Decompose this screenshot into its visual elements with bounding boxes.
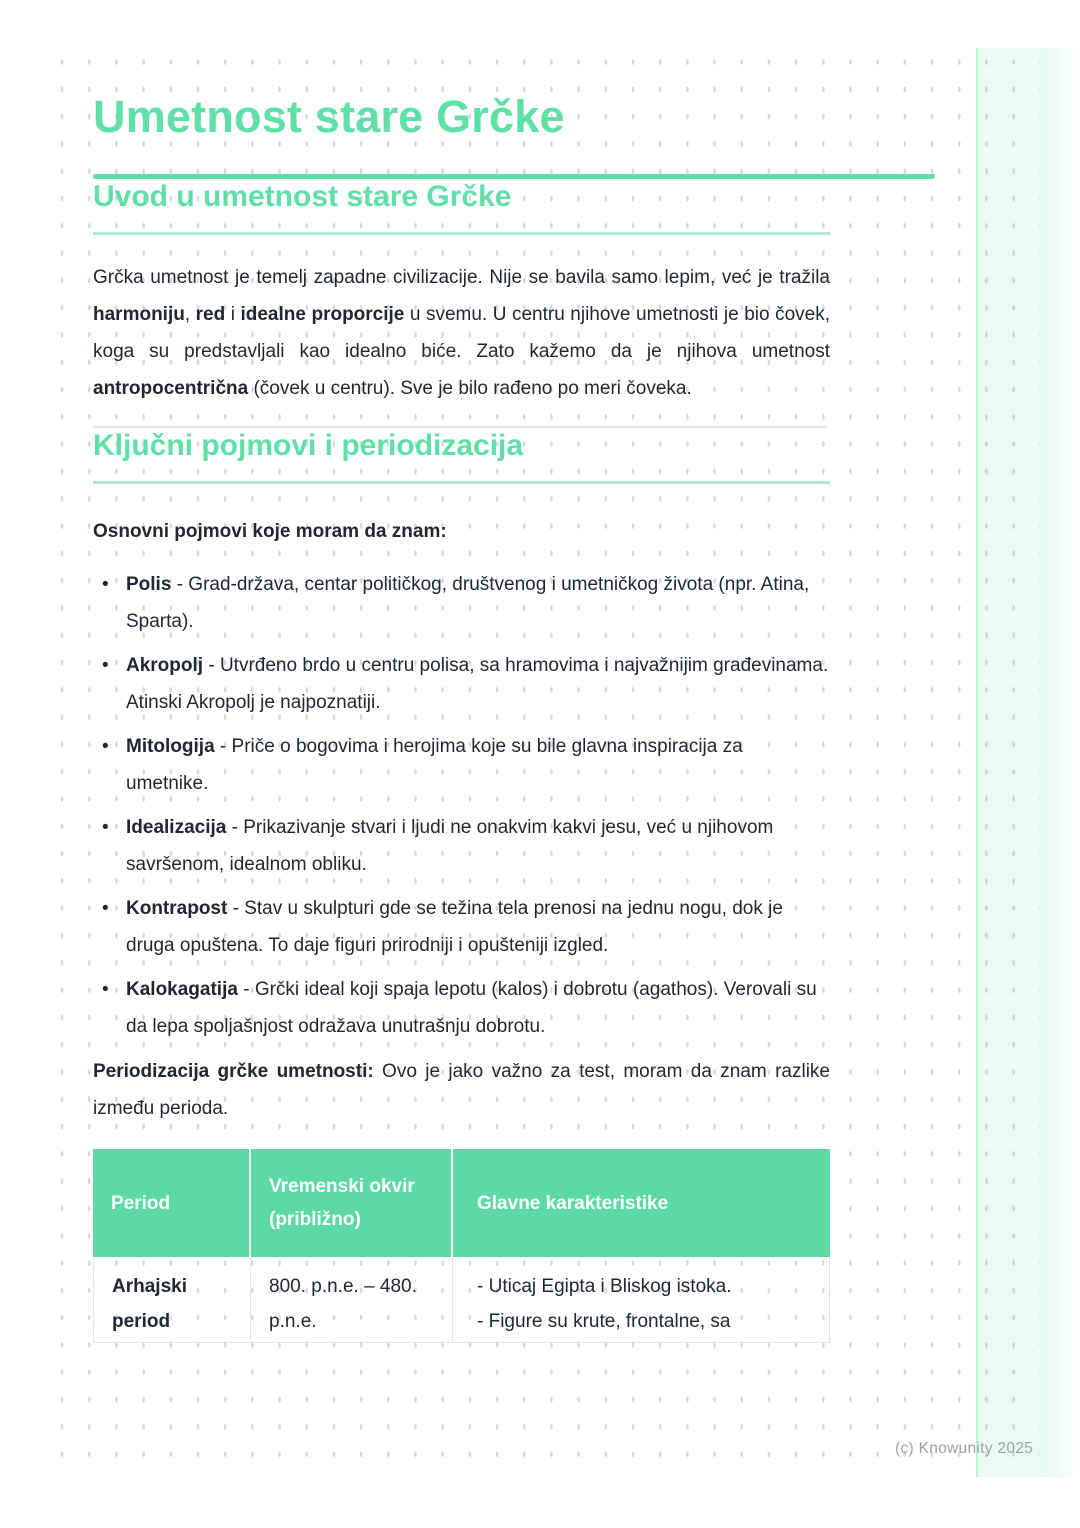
cell-timeframe: 800. p.n.e. – 480. p.n.e. [251,1257,453,1343]
page-title: Umetnost stare Grčke [93,91,565,142]
term-name: Idealizacija [126,817,227,839]
text-run: Grčka umetnost je temelj zapadne civilizacije. Nije se bavila samo lepim, već je tražila [93,267,830,289]
list-item [93,566,830,640]
periods-table [93,1149,830,1343]
text-run: red [195,304,226,326]
term-definition: - Stav u skulpturi gde se težina tela prenosi na jednu nogu, dok je druga opuštena. To daje figuri prirodniji i opušteniji izgled. [126,898,783,957]
key-terms-heading-rule [93,481,830,484]
section-heading-intro: Uvod u umetnost stare Grčke [93,180,512,214]
list-item [93,890,830,964]
notes-page [48,48,1040,1477]
term-definition: - Grčki ideal koji spaja lepotu (kalos) i dobrotu (agathos). Verovali su da lepa spoljašnjost odražava unutrašnju dobrotu. [126,979,817,1038]
periodization-lead: Periodizacija grčke umetnosti: [93,1061,374,1083]
list-item [93,971,830,1045]
term-name: Kontrapost [126,898,228,920]
periodization-paragraph [93,1053,830,1127]
periodization-text: Ovo je jako važno za test, moram da znam razlike između perioda. [93,1061,831,1120]
table-header-characteristics: Glavne karakteristike [453,1149,830,1257]
table-row [93,1257,830,1343]
table-header-row [93,1149,830,1257]
cell-characteristics [453,1257,830,1343]
terms-intro: Osnovni pojmovi koje moram da znam: [93,521,447,543]
characteristic-line: - Figure su krute, frontalne, sa [477,1311,731,1333]
text-run: i [225,304,241,326]
table-header-period: Period [93,1149,251,1257]
text-run: u svemu. U centru njihove umetnosti je bio čovek, koga su predstavljali kao idealno biće. Zato kažemo da je njihova umetnost [93,304,830,363]
term-definition: - Prikazivanje stvari i ljudi ne onakvim kakvi jesu, već u njihovom savršenom, idealnom obliku. [126,817,774,876]
right-margin-stripe [976,48,1040,1477]
text-run: harmoniju [93,304,185,326]
term-definition: - Utvrđeno brdo u centru polisa, sa hramovima i najvažnijim građevinama. Atinski Akropolj je najpoznatiji. [126,655,829,714]
page-content [48,48,830,1343]
term-name: Polis [126,574,172,596]
text-run: , [184,304,196,326]
section-heading-key-terms: Ključni pojmovi i periodizacija [93,429,524,463]
cell-period: Arhajski period [93,1257,251,1343]
term-definition: - Priče o bogovima i herojima koje su bile glavna inspiracija za umetnike. [126,736,743,795]
term-name: Akropolj [126,655,204,677]
intro-paragraph [93,259,830,407]
list-item [93,809,830,883]
term-name: Mitologija [126,736,215,758]
table-header-timeframe: Vremenski okvir (približno) [251,1149,453,1257]
text-run: antropocentrična [93,378,249,400]
text-run: idealne proporcije [240,304,405,326]
characteristic-line: - Uticaj Egipta i Bliskog istoka. [477,1276,732,1298]
list-item [93,728,830,802]
watermark: (c) Knowunity 2025 [895,1440,1034,1457]
text-run: (čovek u centru). Sve je bilo rađeno po meri čoveka. [248,378,692,400]
intro-heading-rule [93,232,830,235]
term-name: Kalokagatija [126,979,238,1001]
stripe-fade [1040,48,1080,1477]
list-item [93,647,830,721]
term-definition: - Grad-država, centar političkog, društvenog i umetničkog života (npr. Atina, Sparta). [126,574,810,633]
key-terms-list [93,566,830,1045]
